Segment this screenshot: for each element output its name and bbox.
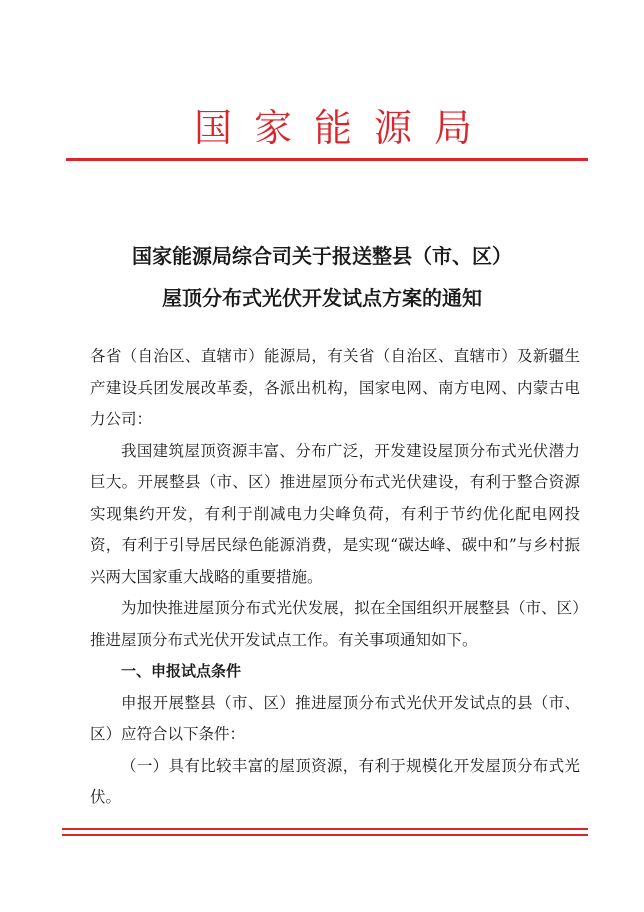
notice-title-line-1: 国家能源局综合司关于报送整县（市、区）	[132, 244, 512, 268]
condition-item-1: （一）具有比较丰富的屋顶资源，有利于规模化开发屋顶分布式光伏。	[90, 756, 580, 806]
masthead-red-rule	[66, 158, 588, 161]
notice-body	[90, 341, 580, 814]
notice-title-line-2: 屋顶分布式光伏开发试点方案的通知	[162, 286, 482, 310]
addressee: 各省（自治区、直辖市）能源局，有关省（自治区、直辖市）及新疆生产建设兵团发展改革委，各派出机构，国家电网、南方电网、内蒙古电力公司：	[90, 347, 580, 428]
body-paragraph: 为加快推进屋顶分布式光伏发展，拟在全国组织开展整县（市、区）推进屋顶分布式光伏开发试点工作。有关事项通知如下。	[90, 599, 580, 649]
section-intro: 申报开展整县（市、区）推进屋顶分布式光伏开发试点的县（市、区）应符合以下条件：	[90, 693, 580, 743]
masthead-title: 国家能源局	[193, 106, 494, 150]
body-paragraph: 我国建筑屋顶资源丰富、分布广泛，开发建设屋顶分布式光伏潜力巨大。开展整县（市、区）推进屋顶分布式光伏建设，有利于整合资源实现集约开发，有利于削减电力尖峰负荷，有利于节约优化配电网投资，有利于引导居民绿色能源消费，是实现“碳达峰、碳中和”与乡村振兴两大国家重大战略的重要措施。	[90, 441, 580, 586]
section-heading: 一、申报试点条件	[121, 662, 242, 680]
footer-red-rule-bottom	[62, 834, 588, 836]
footer-red-rule-top	[62, 828, 588, 830]
